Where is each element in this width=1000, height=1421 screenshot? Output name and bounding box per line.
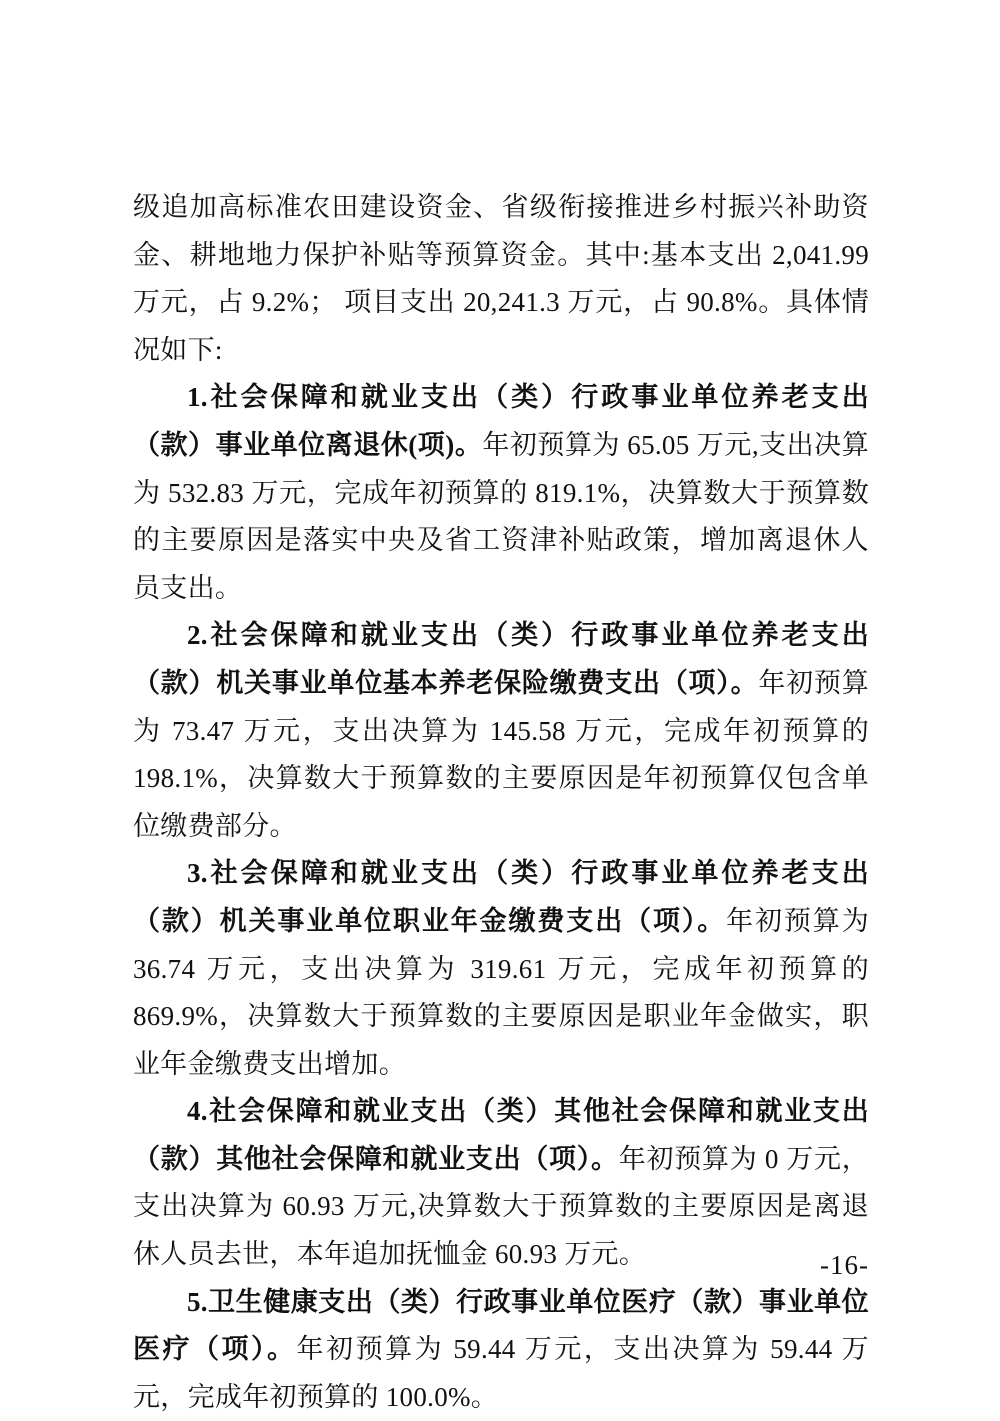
paragraph-body: 级追加高标准农田建设资金、省级衔接推进乡村振兴补助资金、耕地地力保护补贴等预算资金。其中:基本支出 2,041.99 万元，占 9.2%； 项目支出 20,241.3 万元，占 90.8%。具体情况如下: [133,192,869,365]
paragraph-item-2 [133,612,869,850]
paragraph-item-5 [133,1279,869,1421]
paragraph-lead: 3.社会保障和就业支出（类）行政事业单位养老支出（款）机关事业单位职业年金缴费支出（项）。 [133,858,869,936]
paragraph-continuation [133,184,869,374]
paragraph-body: 年初预算为 0 万元，支出决算为 60.93 万元,决算数大于预算数的主要原因是离退休人员去世，本年追加抚恤金 60.93 万元。 [133,1143,869,1270]
paragraph-body: 年初预算为 36.74 万元，支出决算为 319.61 万元，完成年初预算的 869.9%，决算数大于预算数的主要原因是职业年金做实，职业年金缴费支出增加。 [133,905,869,1079]
paragraph-lead: 1.社会保障和就业支出（类）行政事业单位养老支出（款）事业单位离退休(项)。 [133,382,869,460]
paragraph-lead: 5.卫生健康支出（类）行政事业单位医疗（款）事业单位医疗（项）。 [133,1286,869,1365]
paragraph-body: 年初预算为 65.05 万元,支出决算为 532.83 万元，完成年初预算的 819.1%，决算数大于预算数的主要原因是落实中央及省工资津补贴政策，增加离退休人员支出。 [133,429,870,603]
paragraph-lead: 2.社会保障和就业支出（类）行政事业单位养老支出（款）机关事业单位基本养老保险缴费支出（项）。 [133,620,869,698]
paragraph-body: 年初预算为 73.47 万元，支出决算为 145.58 万元，完成年初预算的 198.1%，决算数大于预算数的主要原因是年初预算仅包含单位缴费部分。 [133,667,870,841]
paragraph-item-3 [133,850,869,1088]
page-number: -16- [820,1250,869,1280]
paragraph-lead: 4.社会保障和就业支出（类）其他社会保障和就业支出（款）其他社会保障和就业支出（项）。 [133,1096,869,1174]
paragraph-item-1 [133,374,869,612]
document-body [133,184,869,1421]
paragraph-body: 年初预算为 59.44 万元，支出决算为 59.44 万元，完成年初预算的 100.0%。 [133,1334,869,1412]
